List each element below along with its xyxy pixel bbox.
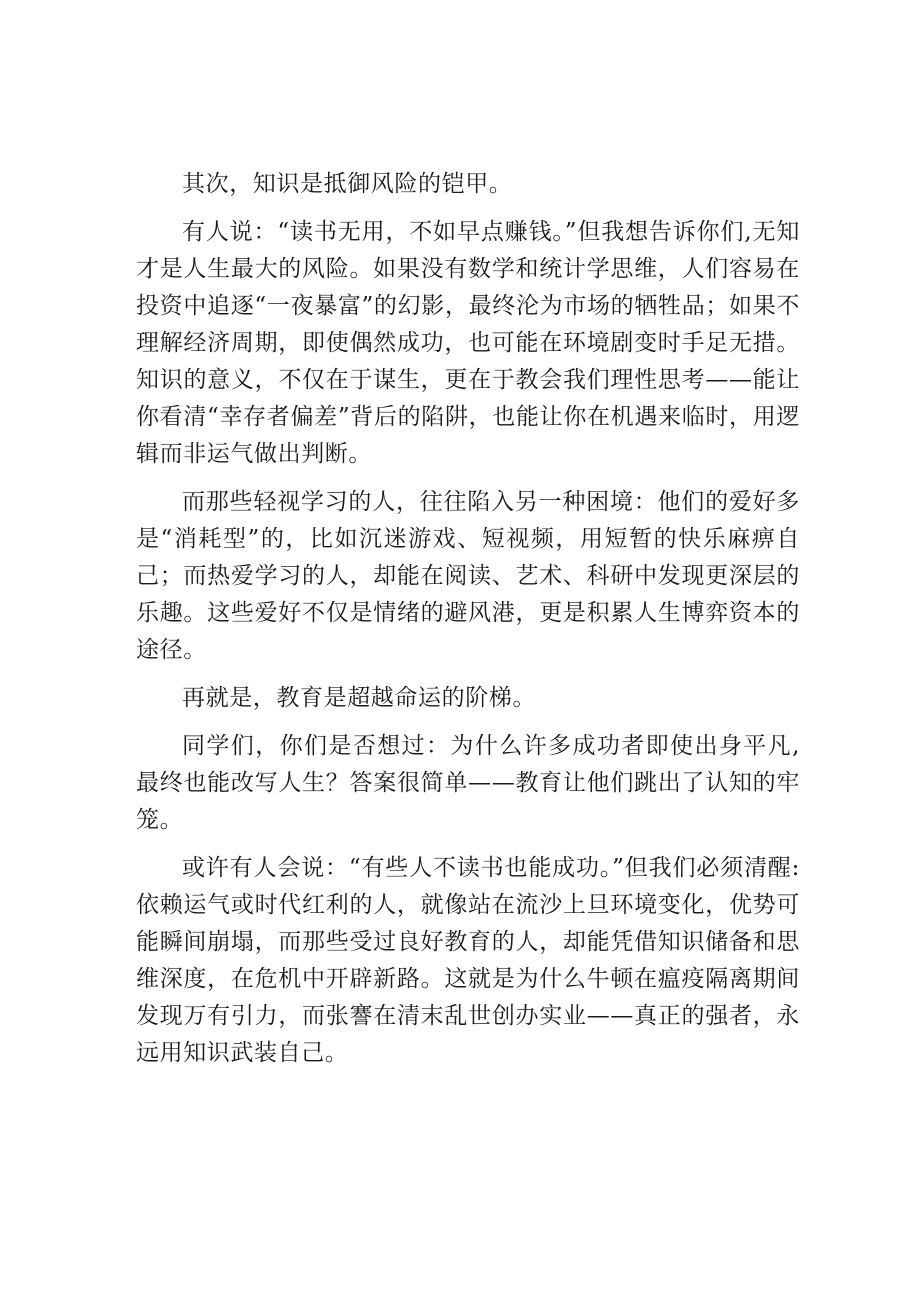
paragraph-4: 再就是，教育是超越命运的阶梯。 bbox=[182, 685, 536, 711]
paragraph-1: 其次，知识是抵御风险的铠甲。 bbox=[182, 171, 513, 197]
document-body bbox=[136, 166, 800, 1083]
paragraph-3: 而那些轻视学习的人，往往陷入另一种困境：他们的爱好多是“消耗型”的，比如沉迷游戏、短视频，用短暂的快乐麻痹自己；而热爱学习的人，却能在阅读、艺术、科研中发现更深层的乐趣。这些爱好不仅是情绪的避风港，更是积累人生博弈资本的途径。 bbox=[136, 489, 800, 663]
paragraph-5: 同学们，你们是否想过：为什么许多成功者即使出身平凡,最终也能改写人生？答案很简单——教育让他们跳出了认知的牢笼。 bbox=[136, 733, 800, 833]
paragraph-2: 有人说：“读书无用，不如早点赚钱。”但我想告诉你们,无知才是人生最大的风险。如果没有数学和统计学思维，人们容易在投资中追逐“一夜暴富”的幻影，最终沦为市场的牺牲品；如果不理解经济周期，即使偶然成功，也可能在环境剧变时手足无措。知识的意义，不仅在于谋生，更在于教会我们理性思考——能让你看清“幸存者偏差”背后的陷阱，也能让你在机遇来临时，用逻辑而非运气做出判断。 bbox=[136, 219, 800, 467]
paragraph-6: 或许有人会说：“有些人不读书也能成功。”但我们必须清醒:依赖运气或时代红利的人，就像站在流沙上旦环境变化，优势可能瞬间崩塌，而那些受过良好教育的人，却能凭借知识储备和思维深度，在危机中开辟新路。这就是为什么牛顿在瘟疫隔离期间发现万有引力，而张謇在清末乱世创办实业——真正的强者，永远用知识武装自己。 bbox=[136, 855, 800, 1066]
